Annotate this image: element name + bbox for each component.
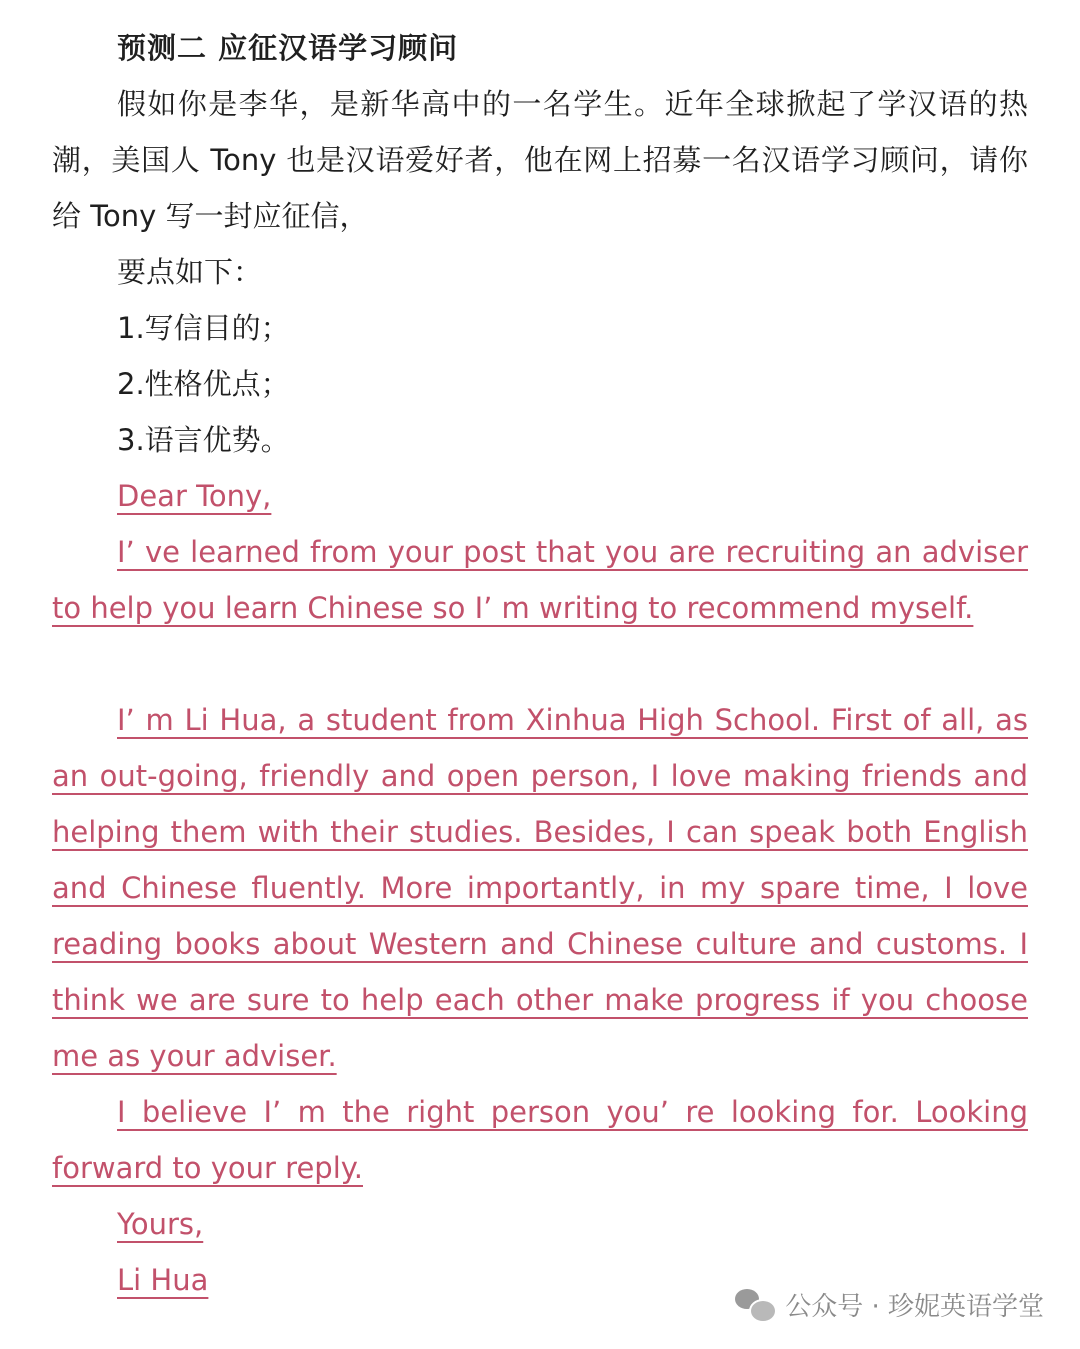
points-header: 要点如下： — [117, 255, 263, 289]
letter-paragraph-2: I’ m Li Hua, a student from Xinhua High School. First of all, as an out-going, friendly and open person, I love making friends and helping them with their studies. Besides, I can speak both English and Chinese fluently. More importantly, in my spare time, I love reading books about Western and Chinese culture and customs. I think we are sure to help each other make progress if you choose me as your adviser. — [52, 703, 1028, 1073]
account-name: 公众号 · 珍妮英语学堂 — [785, 1291, 1044, 1322]
task-title: 预测二 应征汉语学习顾问 — [117, 31, 459, 65]
task-prompt: 假如你是李华，是新华高中的一名学生。近年全球掀起了学汉语的热潮，美国人 Tony 也是汉语爱好者，他在网上招募一名汉语学习顾问，请你给 Tony 写一封应征信， — [52, 87, 1028, 233]
point-item-3: 3.语言优势。 — [117, 423, 290, 457]
point-item-1: 1.写信目的； — [117, 311, 290, 345]
letter-greeting: Dear Tony, — [117, 479, 272, 513]
wechat-icon — [735, 1287, 775, 1321]
letter-closing: Yours, — [117, 1207, 204, 1241]
letter-paragraph-1: I’ ve learned from your post that you are recruiting an adviser to help you learn Chinese so I’ m writing to recommend myself. — [52, 535, 1028, 625]
point-item-2: 2.性格优点； — [117, 367, 290, 401]
letter-paragraph-3: I believe I’ m the right person you’ re looking for. Looking forward to your reply. — [52, 1095, 1028, 1185]
account-watermark — [735, 1282, 1044, 1326]
letter-signature: Li Hua — [117, 1263, 209, 1297]
